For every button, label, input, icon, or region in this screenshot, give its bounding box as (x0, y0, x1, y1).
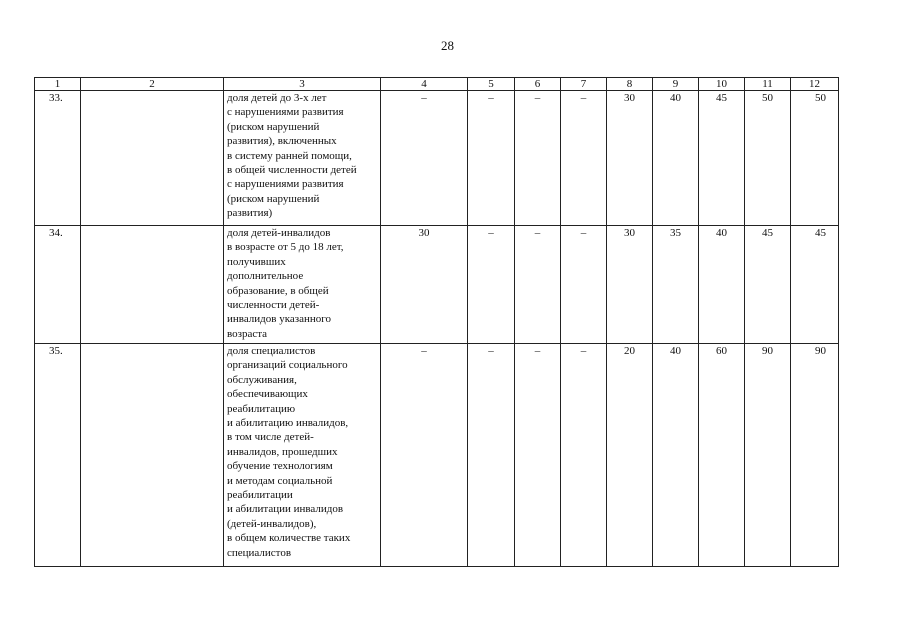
row-number: 35. (35, 344, 81, 567)
column-header: 9 (653, 78, 699, 91)
value-cell: – (468, 91, 515, 226)
value-cell: 50 (791, 91, 839, 226)
value-cell: – (468, 344, 515, 567)
value-cell: 30 (607, 91, 653, 226)
table-row (35, 91, 839, 226)
column-header: 2 (81, 78, 224, 91)
value-cell: – (468, 226, 515, 344)
column-header: 11 (745, 78, 791, 91)
column-header: 4 (381, 78, 468, 91)
value-cell: – (381, 91, 468, 226)
value-cell: 35 (653, 226, 699, 344)
indicator-description: доля специалистов организаций социального обслуживания, обеспечивающих реабилитацию и абилитацию инвалидов, в том числе детей- инвалидов, прошедших обучение технологиям и методам социальной реабилитации и абилитации инвалидов (детей-инвалидов), в общем количестве таких специалистов (224, 344, 381, 567)
value-cell: – (561, 91, 607, 226)
column-header: 5 (468, 78, 515, 91)
value-cell: 30 (607, 226, 653, 344)
value-cell: 60 (699, 344, 745, 567)
value-cell: 40 (653, 91, 699, 226)
value-cell: 30 (381, 226, 468, 344)
page-number: 28 (441, 38, 454, 53)
value-cell: 40 (699, 226, 745, 344)
column-header: 7 (561, 78, 607, 91)
row-number: 34. (35, 226, 81, 344)
row-col2-cell (81, 344, 224, 567)
value-cell: 45 (699, 91, 745, 226)
value-cell: – (515, 226, 561, 344)
row-number: 33. (35, 91, 81, 226)
value-cell: – (515, 91, 561, 226)
table-row (35, 226, 839, 344)
column-header: 6 (515, 78, 561, 91)
row-col2-cell (81, 91, 224, 226)
table-header-row (35, 78, 839, 91)
indicator-description: доля детей-инвалидов в возрасте от 5 до 18 лет, получивших дополнительное образование, в общей численности детей- инвалидов указанного возраста (224, 226, 381, 344)
value-cell: – (561, 344, 607, 567)
column-header: 10 (699, 78, 745, 91)
value-cell: – (381, 344, 468, 567)
row-col2-cell (81, 226, 224, 344)
table-row (35, 344, 839, 567)
value-cell: – (561, 226, 607, 344)
value-cell: 90 (745, 344, 791, 567)
value-cell: 90 (791, 344, 839, 567)
indicators-table (34, 77, 839, 567)
column-header: 3 (224, 78, 381, 91)
value-cell: 50 (745, 91, 791, 226)
column-header: 8 (607, 78, 653, 91)
column-header: 1 (35, 78, 81, 91)
value-cell: 40 (653, 344, 699, 567)
indicator-description: доля детей до 3-х лет с нарушениями развития (риском нарушений развития), включенных в систему ранней помощи, в общей численности детей с нарушениями развития (риском нарушений развития) (224, 91, 381, 226)
column-header: 12 (791, 78, 839, 91)
value-cell: – (515, 344, 561, 567)
value-cell: 45 (745, 226, 791, 344)
value-cell: 45 (791, 226, 839, 344)
value-cell: 20 (607, 344, 653, 567)
